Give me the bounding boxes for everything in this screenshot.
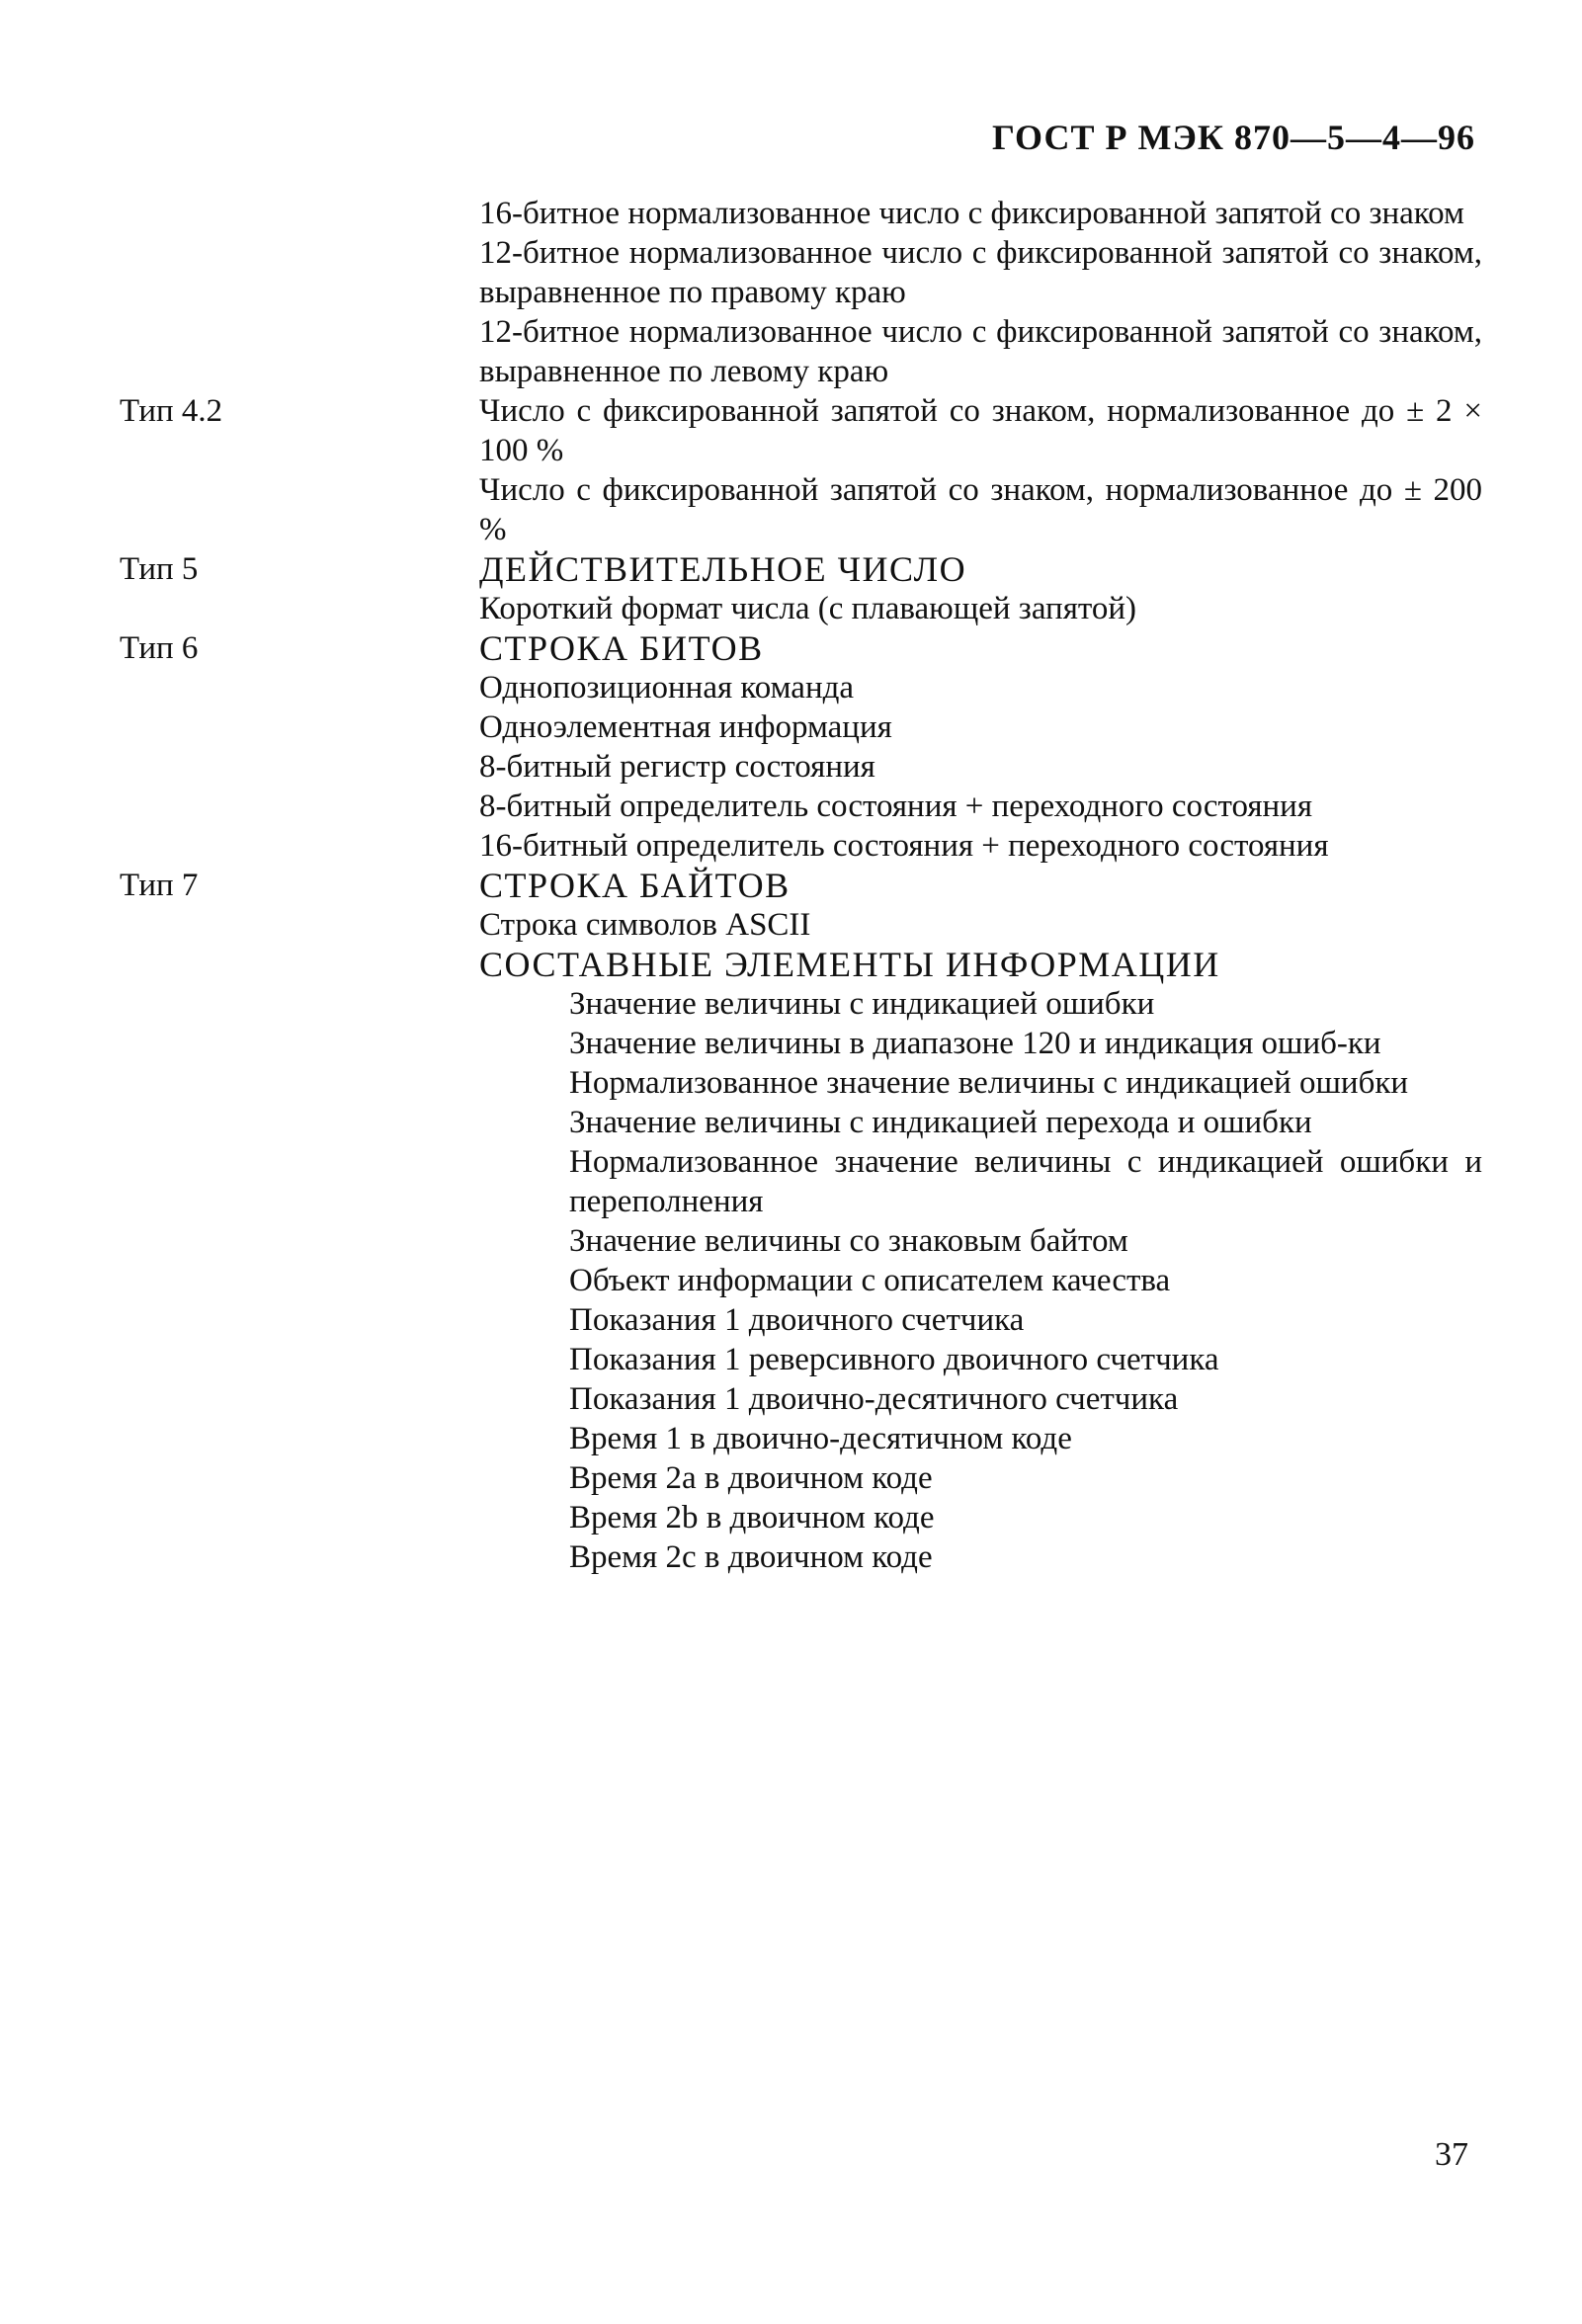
item-text: Нормализованное значение величины с индикацией ошибки <box>569 1065 1409 1101</box>
content-row <box>0 826 1582 866</box>
item-text: Время 1 в двоично-десятичном коде <box>569 1421 1072 1456</box>
document-header: ГОСТ Р МЭК 870—5—4—96 <box>992 118 1475 157</box>
item-text: Короткий формат числа (с плавающей запятой) <box>479 591 1137 626</box>
content-row <box>0 866 1582 905</box>
section-heading: СТРОКА БАЙТОВ <box>479 866 791 905</box>
item-text: Время 2a в двоичном коде <box>569 1460 933 1496</box>
content-row <box>0 1024 1582 1063</box>
item-text: Время 2c в двоичном коде <box>569 1539 933 1575</box>
content-row <box>0 1419 1582 1458</box>
item-text: Значение величины в диапазоне 120 и индикация ошиб-ки <box>569 1026 1381 1061</box>
type-label: Тип 4.2 <box>120 393 223 429</box>
item-text: 8-битный регистр состояния <box>479 749 875 785</box>
content-row <box>0 549 1582 589</box>
content-row <box>0 905 1582 945</box>
content-row <box>0 1340 1582 1379</box>
page-number: 37 <box>1435 2136 1468 2173</box>
content-row <box>0 391 1582 470</box>
type-label: Тип 7 <box>120 868 199 903</box>
content-row <box>0 1261 1582 1300</box>
section-heading: ДЕЙСТВИТЕЛЬНОЕ ЧИСЛО <box>479 549 967 589</box>
content-row <box>0 668 1582 707</box>
item-text: 12-битное нормализованное число с фиксированной запятой со знаком, выравненное по левому краю <box>479 314 1482 389</box>
section-heading: СОСТАВНЫЕ ЭЛЕМЕНТЫ ИНФОРМАЦИИ <box>479 945 1220 984</box>
item-text: Время 2b в двоичном коде <box>569 1500 935 1536</box>
section-heading: СТРОКА БИТОВ <box>479 628 764 668</box>
type-label: Тип 5 <box>120 551 199 587</box>
item-text: Объект информации с описателем качества <box>569 1263 1171 1298</box>
item-text: 16-битный определитель состояния + переходного состояния <box>479 828 1329 864</box>
content-row <box>0 1063 1582 1103</box>
item-text: Нормализованное значение величины с индикацией ошибки и переполнения <box>569 1144 1482 1219</box>
item-text: Число с фиксированной запятой со знаком, нормализованное до ± 2 × 100 % <box>479 393 1482 468</box>
content-row <box>0 1300 1582 1340</box>
content-row <box>0 1103 1582 1142</box>
item-text: Однопозиционная команда <box>479 670 855 706</box>
item-text: 16-битное нормализованное число с фиксированной запятой со знаком <box>479 196 1464 231</box>
item-text: 12-битное нормализованное число с фиксированной запятой со знаком, выравненное по правому краю <box>479 235 1482 310</box>
content-row <box>0 470 1582 549</box>
content-row <box>0 747 1582 787</box>
content-row <box>0 194 1582 233</box>
item-text: Одноэлементная информация <box>479 709 892 745</box>
content-row <box>0 233 1582 312</box>
content-row <box>0 787 1582 826</box>
content-row <box>0 945 1582 984</box>
content-row <box>0 1379 1582 1419</box>
item-text: Показания 1 двоичного счетчика <box>569 1302 1025 1338</box>
content-row <box>0 1221 1582 1261</box>
content-row <box>0 707 1582 747</box>
content-row <box>0 1142 1582 1221</box>
item-text: Значение величины со знаковым байтом <box>569 1223 1128 1259</box>
item-text: Значение величины с индикацией ошибки <box>569 986 1155 1022</box>
item-text: 8-битный определитель состояния + переходного состояния <box>479 788 1313 824</box>
item-text: Значение величины с индикацией перехода и ошибки <box>569 1105 1312 1140</box>
content-row <box>0 312 1582 391</box>
content-row <box>0 1498 1582 1537</box>
item-text: Показания 1 реверсивного двоичного счетчика <box>569 1342 1219 1377</box>
content-row <box>0 1458 1582 1498</box>
type-label: Тип 6 <box>120 630 199 666</box>
item-text: Строка символов ASCII <box>479 907 811 943</box>
item-text: Число с фиксированной запятой со знаком, нормализованное до ± 200 % <box>479 472 1482 547</box>
content-row <box>0 984 1582 1024</box>
content-row <box>0 589 1582 628</box>
content-row <box>0 1537 1582 1577</box>
content-list <box>0 194 1582 1577</box>
content-row <box>0 628 1582 668</box>
item-text: Показания 1 двоично-десятичного счетчика <box>569 1381 1179 1417</box>
